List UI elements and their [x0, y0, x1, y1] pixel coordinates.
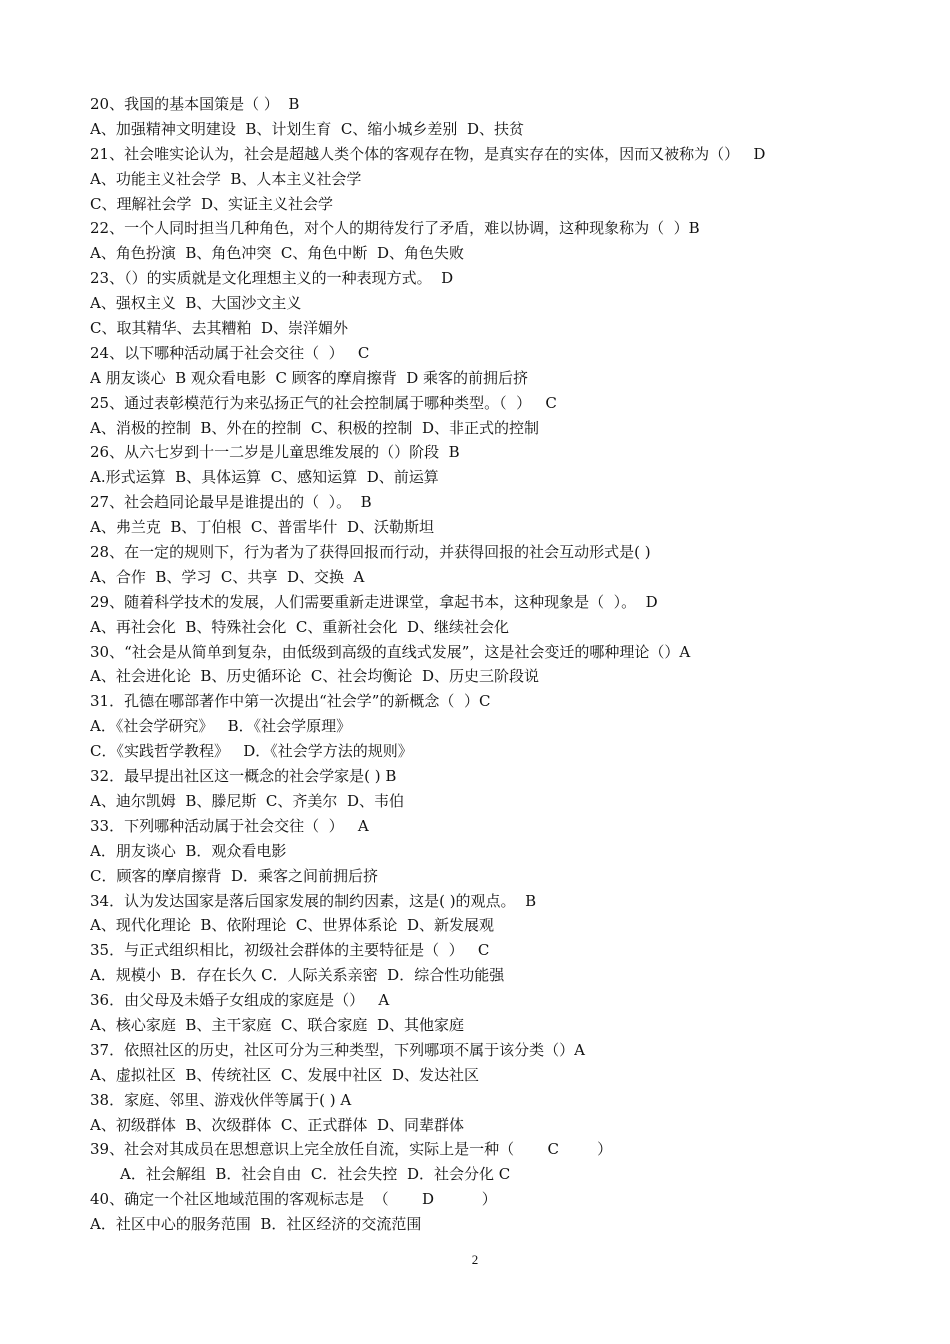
text-line: A．社区中心的服务范围 B．社区经济的交流范围 — [90, 1215, 422, 1234]
text-line: A、功能主义社会学 B、人本主义社会学 — [90, 169, 362, 188]
text-line: A、迪尔凯姆 B、滕尼斯 C、齐美尔 D、韦伯 — [90, 791, 404, 810]
text-line: 39、社会对其成员在思想意识上完全放任自流，实际上是一种（ C ） — [90, 1140, 613, 1159]
text-line: A、核心家庭 B、主干家庭 C、联合家庭 D、其他家庭 — [90, 1015, 464, 1034]
text-line: 26、从六七岁到十一二岁是儿童思维发展的（）阶段 B — [90, 443, 460, 462]
text-line: A．朋友谈心 B．观众看电影 — [90, 841, 287, 860]
text-line: 28、在一定的规则下，行为者为了获得回报而行动，并获得回报的社会互动形式是( ) — [90, 543, 651, 562]
text-line: 37．依照社区的历史，社区可分为三种类型，下列哪项不属于该分类（）A — [90, 1040, 585, 1059]
text-line: 27、社会趋同论最早是谁提出的（ ）。 B — [90, 493, 372, 512]
text-line: A、再社会化 B、特殊社会化 C、重新社会化 D、继续社会化 — [90, 617, 509, 636]
text-line: 34．认为发达国家是落后国家发展的制约因素，这是( )的观点。 B — [90, 891, 537, 910]
text-line: 32．最早提出社区这一概念的社会学家是( ) B — [90, 767, 397, 786]
text-line: A．《社会学研究》 B．《社会学原理》 — [90, 717, 352, 736]
text-line: C．《实践哲学教程》 D．《社会学方法的规则》 — [90, 742, 413, 761]
text-line: 33．下列哪种活动属于社会交往（ ） A — [90, 816, 369, 835]
text-line: 36．由父母及未婚子女组成的家庭是（） A — [90, 991, 390, 1010]
text-line: A.形式运算 B、具体运算 C、感知运算 D、前运算 — [90, 468, 439, 487]
text-line: 40、确定一个社区地域范围的客观标志是 （ D ） — [90, 1190, 497, 1209]
text-line: 24、以下哪种活动属于社会交往（ ） C — [90, 343, 370, 362]
text-line: 21、社会唯实论认为，社会是超越人类个体的客观存在物，是真实存在的实体，因而又被称为（） D — [90, 144, 766, 163]
text-line: C、理解社会学 D、实证主义社会学 — [90, 194, 334, 213]
text-line: 38．家庭、邻里、游戏伙伴等属于( ) A — [90, 1090, 352, 1109]
text-line: 20、我国的基本国策是（ ） B — [90, 95, 300, 113]
page-number: 2 — [471, 1252, 479, 1267]
text-line: A．社会解组 B．社会自由 C．社会失控 D．社会分化 C — [120, 1165, 511, 1184]
question-list — [90, 92, 880, 1237]
text-line: 22、一个人同时担当几种角色，对个人的期待发行了矛盾，难以协调，这种现象称为（ ）B — [90, 219, 700, 238]
text-line: A、强权主义 B、大国沙文主义 — [90, 294, 302, 313]
text-line: C、取其精华、去其糟粕 D、崇洋媚外 — [90, 319, 349, 338]
text-line: A、初级群体 B、次级群体 C、正式群体 D、同辈群体 — [90, 1115, 464, 1134]
text-line: 29、随着科学技术的发展，人们需要重新走进课堂，拿起书本，这种现象是（ ）。 D — [90, 592, 658, 611]
text-line: A、社会进化论 B、历史循环论 C、社会均衡论 D、历史三阶段说 — [90, 667, 539, 686]
text-line: 23、（）的实质就是文化理想主义的一种表现方式。 D — [90, 269, 454, 288]
text-line: 35．与正式组织相比，初级社会群体的主要特征是（ ） C — [90, 941, 490, 960]
text-line: A．规模小 B．存在长久 C．人际关系亲密 D．综合性功能强 — [90, 966, 505, 985]
text-line: 30、“社会是从简单到复杂，由低级到高级的直线式发展”，这是社会变迁的哪种理论（）A — [90, 642, 691, 661]
text-line: A、虚拟社区 B、传统社区 C、发展中社区 D、发达社区 — [90, 1065, 479, 1084]
text-line: A 朋友谈心 B 观众看电影 C 顾客的摩肩擦背 D 乘客的前拥后挤 — [90, 368, 529, 387]
text-line: 31．孔德在哪部著作中第一次提出“社会学”的新概念（ ）C — [90, 692, 491, 711]
text-line: A、弗兰克 B、丁伯根 C、普雷毕什 D、沃勒斯坦 — [90, 518, 434, 537]
text-line: 25、通过表彰模范行为来弘扬正气的社会控制属于哪种类型。（ ） C — [90, 393, 557, 412]
text-line: A、合作 B、学习 C、共享 D、交换 A — [90, 567, 365, 586]
text-line: A、加强精神文明建设 B、计划生育 C、缩小城乡差别 D、扶贫 — [90, 119, 524, 138]
text-line: C．顾客的摩肩擦背 D．乘客之间前拥后挤 — [90, 866, 379, 885]
text-line: A、角色扮演 B、角色冲突 C、角色中断 D、角色失败 — [90, 244, 464, 263]
text-line: A、消极的控制 B、外在的控制 C、积极的控制 D、非正式的控制 — [90, 418, 539, 437]
text-line: A、现代化理论 B、依附理论 C、世界体系论 D、新发展观 — [90, 916, 494, 935]
